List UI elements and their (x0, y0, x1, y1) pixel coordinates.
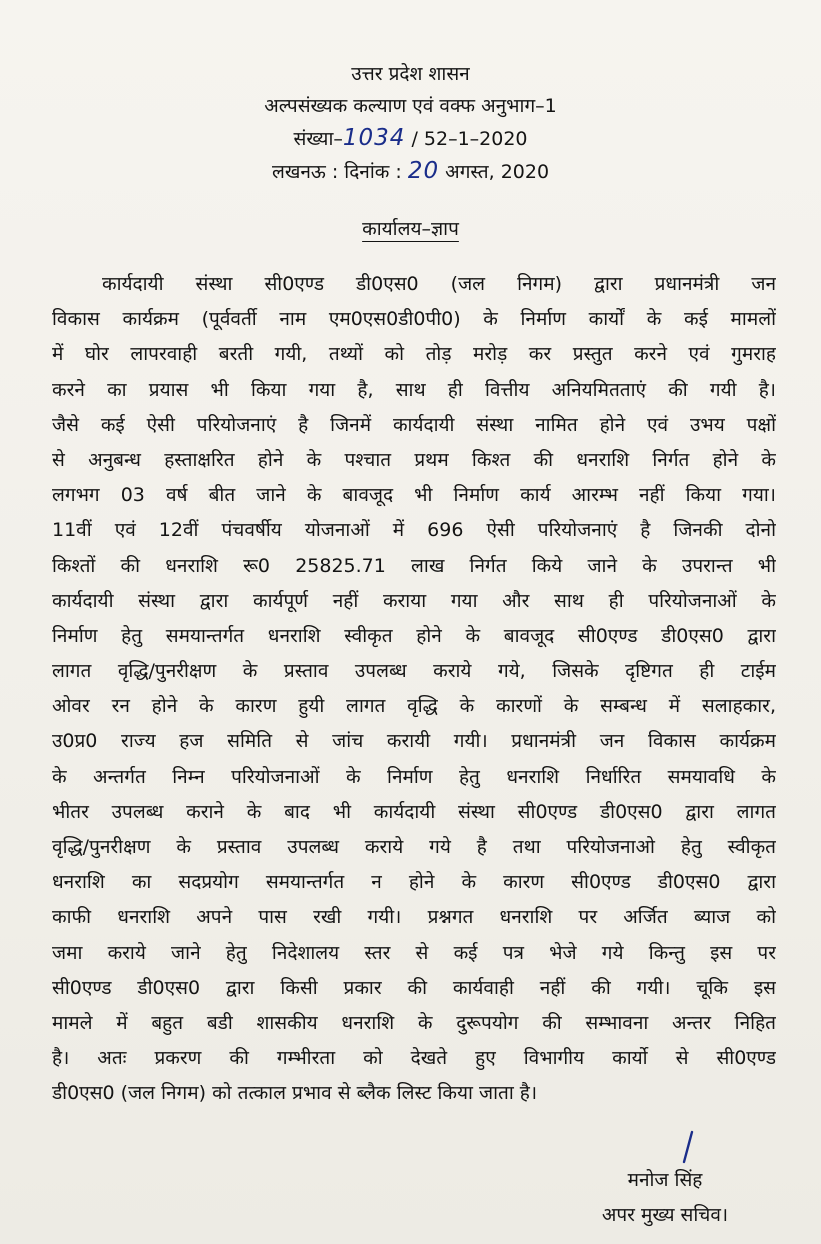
handwritten-number: 1034 (342, 125, 406, 151)
memo-title (0, 215, 821, 241)
body-line: सी0एण्ड डी0एस0 द्वारा किसी प्रकार की कार्यवाही नहीं की गयी। चूकि इस (52, 976, 776, 999)
body-line: मामले में बहुत बडी शासकीय धनराशि के दुरूपयोग की सम्भावना अन्तर निहित (52, 1011, 776, 1034)
body-line: है। अतः प्रकरण की गम्भीरता को देखते हुए विभागीय कार्यो से सी0एण्ड (52, 1047, 776, 1070)
body-line: में घोर लापरवाही बरती गयी, तथ्यों को तोड़ मरोड़ कर प्रस्तुत करने एवं गुमराह (52, 343, 776, 366)
signatory-designation: अपर मुख्य सचिव। (601, 1204, 729, 1226)
body-line: काफी धनराशि अपने पास रखी गयी। प्रश्नगत धनराशि पर अर्जित ब्याज को (52, 906, 776, 929)
body-line: से अनुबन्ध हस्ताक्षरित होने के पश्चात प्रथम किश्त की धनराशि निर्गत होने के (52, 448, 776, 471)
body-line: विकास कार्यक्रम (पूर्ववर्ती नाम एम0एस0डी0पी0) के निर्माण कार्यों के कई मामलों (52, 308, 776, 331)
date-line (0, 155, 821, 188)
letterhead (0, 58, 821, 188)
body-line: के अन्तर्गत निम्न परियोजनाओं के निर्माण हेतु धनराशि निर्धारित समयावधि के (52, 765, 776, 788)
reference-number (0, 122, 821, 155)
body-line: कार्यदायी संस्था द्वारा कार्यपूर्ण नहीं कराया गया और साथ ही परियोजनाओं के (52, 589, 776, 612)
reference-number-prefix: संख्या– (293, 128, 343, 150)
signature-block (560, 1163, 770, 1233)
body-line: वृद्धि/पुनरीक्षण के प्रस्ताव उपलब्ध कराये गये है तथा परियोजनाओ हेतु स्वीकृत (52, 836, 776, 858)
reference-number-suffix: / 52–1–2020 (405, 128, 528, 150)
government-name: उत्तर प्रदेश शासन (351, 63, 470, 85)
body-line: भीतर उपलब्ध कराने के बाद भी कार्यदायी संस्था सी0एण्ड डी0एस0 द्वारा लागत (52, 800, 776, 823)
body-line: 11वीं एवं 12वीं पंचवर्षीय योजनाओं में 696 ऐसी परियोजनाएं है जिनकी दोनो (52, 519, 776, 542)
handwritten-date: 20 (407, 158, 440, 184)
date-suffix: अगस्त, 2020 (439, 161, 550, 183)
body-line: लागत वृद्धि/पुनरीक्षण के प्रस्ताव उपलब्ध कराये गये, जिसके दृष्टिगत ही टाईम (52, 660, 776, 683)
body-line: निर्माण हेतु समयान्तर्गत धनराशि स्वीकृत होने के बावजूद सी0एण्ड डी0एस0 द्वारा (52, 624, 776, 647)
memo-title-text: कार्यालय–ज्ञाप (362, 218, 459, 240)
body-line: जैसे कई ऐसी परियोजनाएं है जिनमें कार्यदायी संस्था नामित होने एवं उभय पक्षों (52, 413, 776, 436)
department-name: अल्पसंख्यक कल्याण एवं वक्फ अनुभाग–1 (264, 95, 557, 117)
signatory-name: मनोज सिंह (627, 1169, 703, 1191)
body-line: डी0एस0 (जल निगम) को तत्काल प्रभाव से ब्लैक लिस्ट किया जाता है। (52, 1082, 538, 1105)
memo-body (52, 267, 776, 1112)
body-line: करने का प्रयास भी किया गया है, साथ ही वित्तीय अनियमितताएं की गयी है। (52, 378, 776, 401)
body-line: जमा कराये जाने हेतु निदेशालय स्तर से कई पत्र भेजे गये किन्तु इस पर (52, 941, 776, 964)
signature-mark-icon (682, 1130, 694, 1164)
body-line: उ0प्र0 राज्य हज समिति से जांच करायी गयी। प्रधानमंत्री जन विकास कार्यक्रम (52, 730, 776, 753)
body-line: किश्तों की धनराशि रू0 25825.71 लाख निर्गत किये जाने के उपरान्त भी (52, 554, 776, 577)
date-prefix: लखनऊ : दिनांक : (271, 161, 408, 183)
body-line: धनराशि का सदप्रयोग समयान्तर्गत न होने के कारण सी0एण्ड डी0एस0 द्वारा (52, 871, 776, 894)
body-line: लगभग 03 वर्ष बीत जाने के बावजूद भी निर्माण कार्य आरम्भ नहीं किया गया। (52, 484, 776, 507)
body-line: ओवर रन होने के कारण हुयी लागत वृद्धि के कारणों के सम्बन्ध में सलाहकार, (52, 695, 776, 718)
body-line: कार्यदायी संस्था सी0एण्ड डी0एस0 (जल निगम) द्वारा प्रधानमंत्री जन (102, 273, 776, 295)
